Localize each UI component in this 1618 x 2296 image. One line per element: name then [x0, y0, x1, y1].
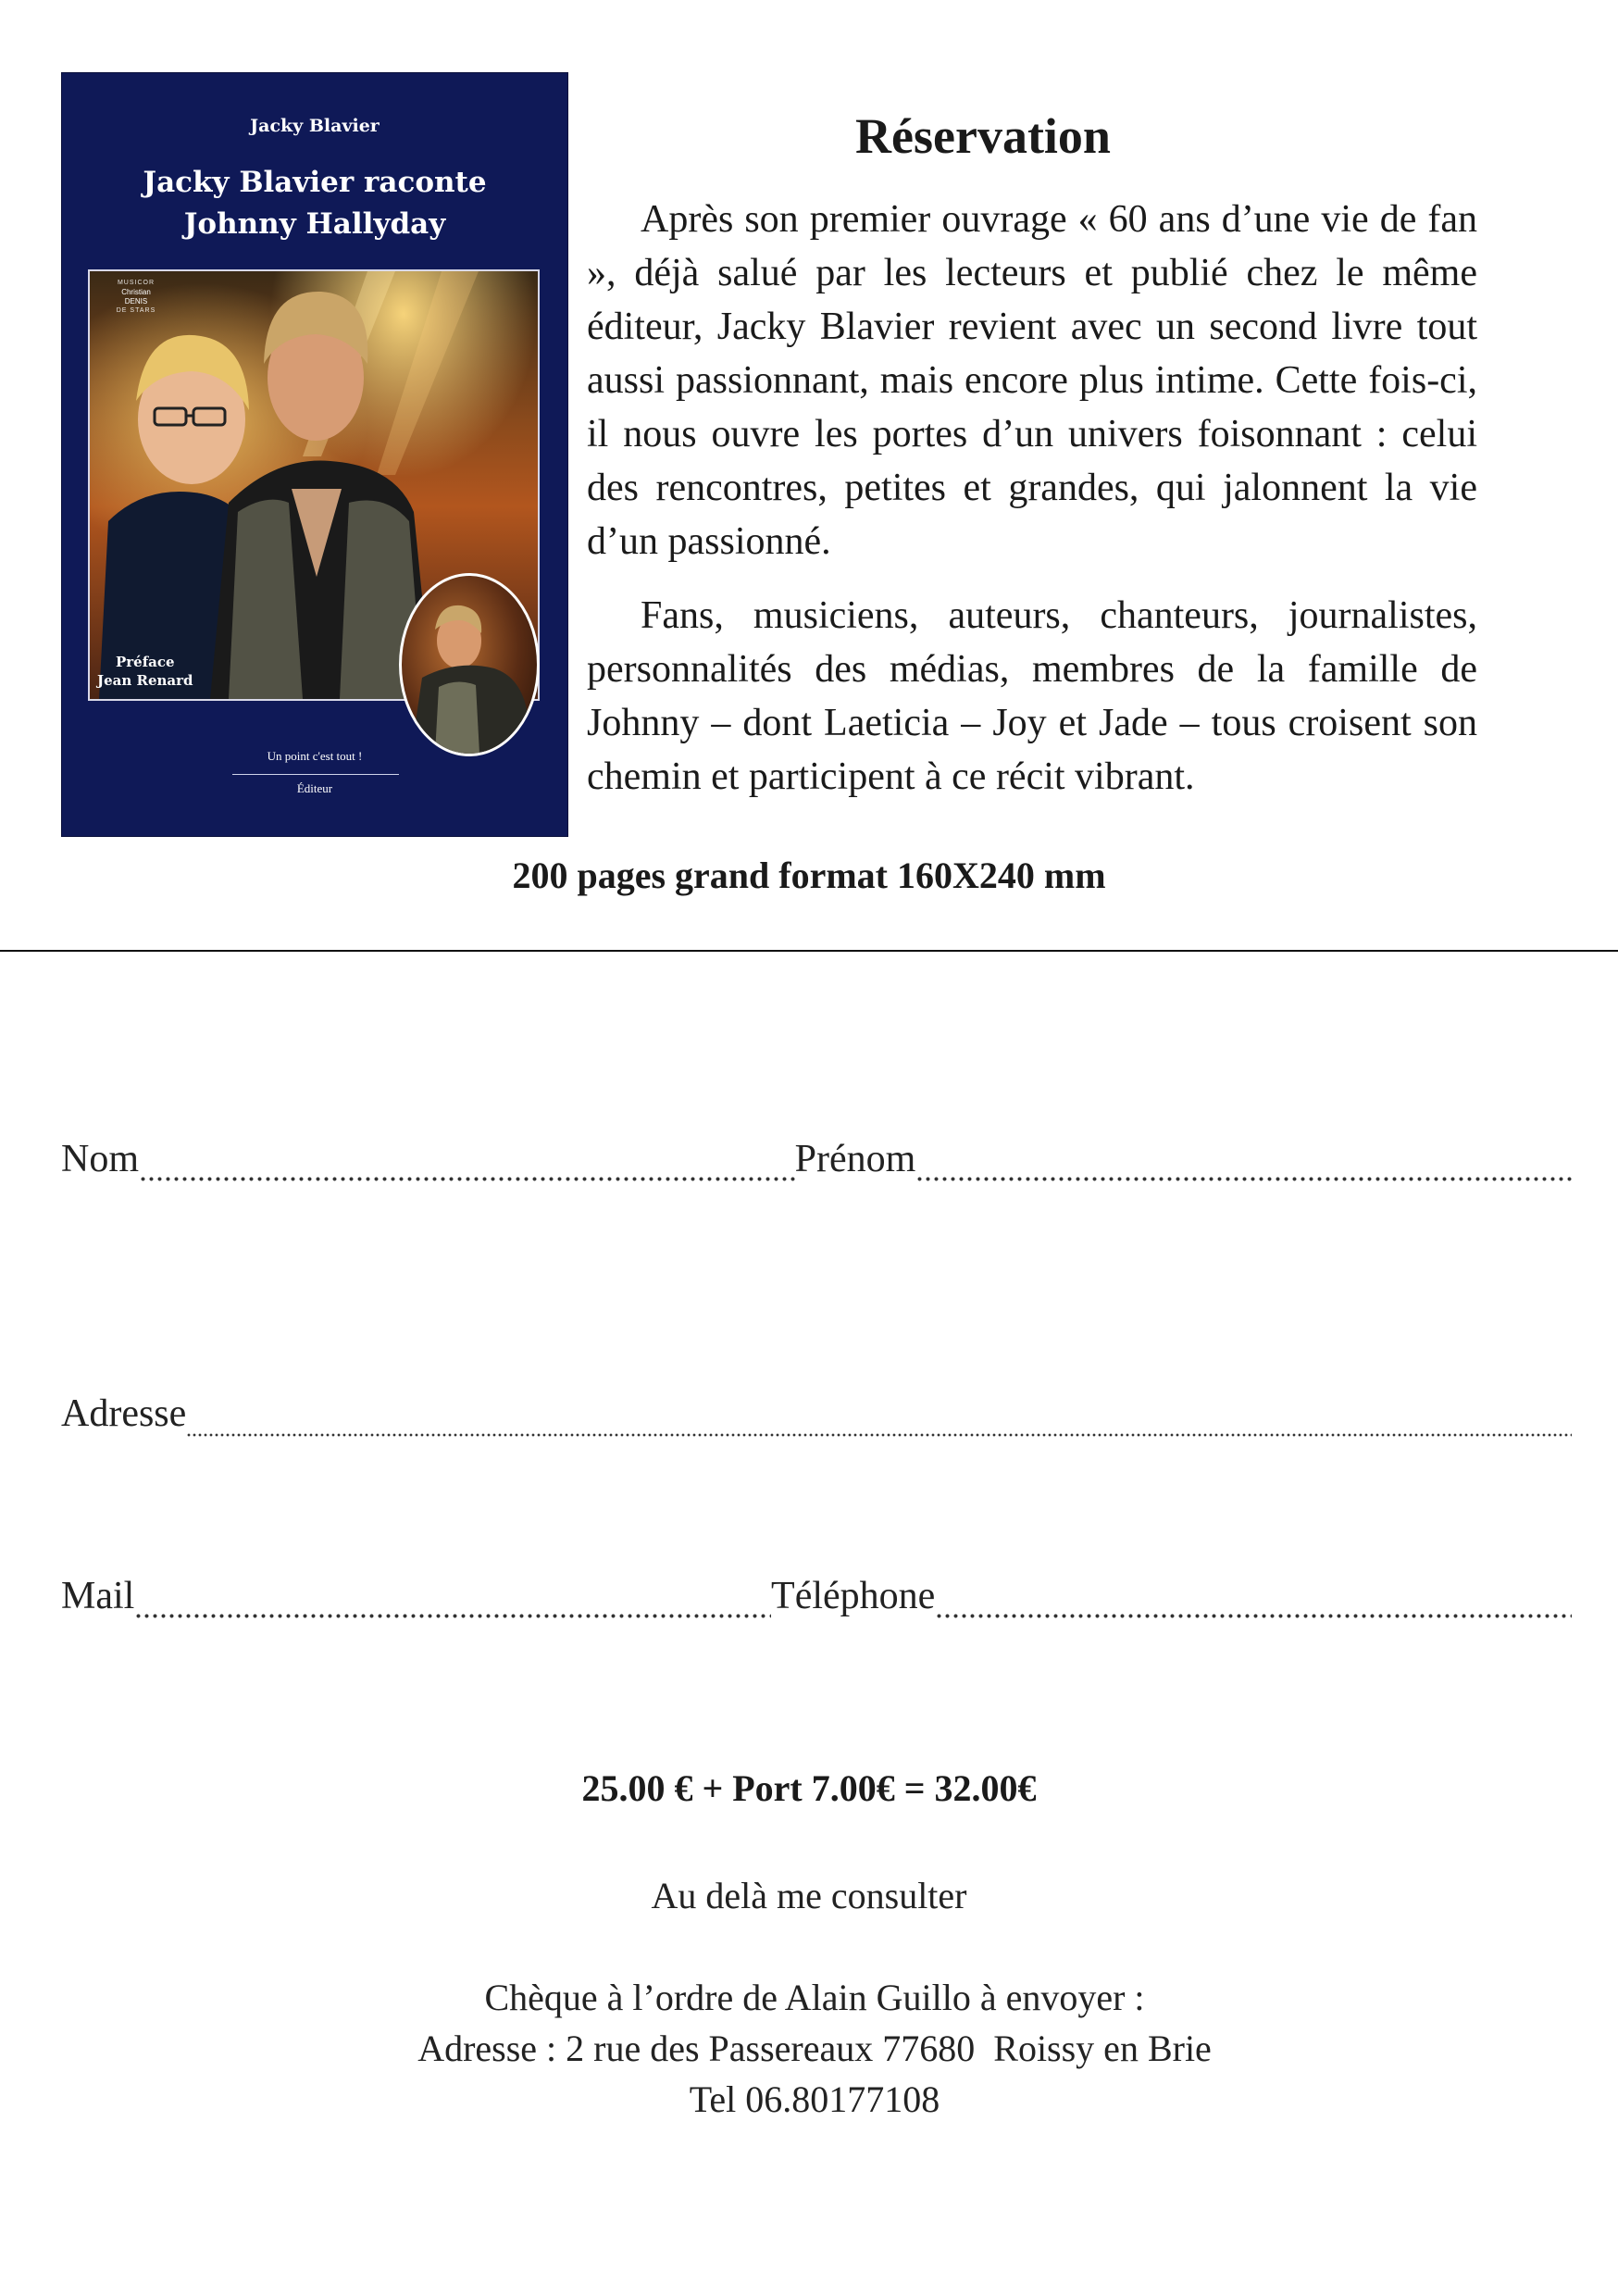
- prenom-label: Prénom: [794, 1138, 916, 1180]
- mail-label: Mail: [61, 1575, 135, 1617]
- cover-stamp: [97, 279, 175, 338]
- stamp-top-text: MUSICOR: [117, 280, 156, 286]
- address-row: [61, 1391, 1572, 1447]
- cover-title-line-1: Jacky Blavier raconte: [143, 166, 487, 199]
- description-paragraph-1: Après son premier ouvrage « 60 ans d’une vie de fan », déjà salué par les lecteurs et publié chez le même éditeur, Jacky Blavier revient avec un second livre tout aussi passionnant, mais encore plus intime. Cette fois-ci, il nous ouvre les portes d’un univers foisonnant : celui des rencontres, petites et grandes, qui jalonnent la vie d’un passionné.: [587, 198, 1477, 563]
- telephone-field[interactable]: [935, 1609, 1572, 1620]
- cover-preface-line-1: Préface: [115, 654, 175, 670]
- cover-divider: [232, 774, 399, 775]
- nom-label: Nom: [61, 1138, 139, 1180]
- reservation-title: Réservation: [855, 108, 1111, 164]
- cover-preface: [97, 653, 193, 690]
- adresse-field[interactable]: [186, 1427, 1572, 1438]
- book-cover: [61, 72, 568, 837]
- name-row: [61, 1137, 1572, 1192]
- cover-title: [62, 162, 567, 245]
- telephone-label: Téléphone: [771, 1575, 936, 1617]
- adresse-label: Adresse: [61, 1392, 187, 1435]
- description-paragraph-2: Fans, musiciens, auteurs, chanteurs, journalistes, personnalités des médias, membres de la famille de Johnny – dont Laeticia – Joy et Jade – tous croisent son chemin et participent à ce récit vibrant.: [587, 594, 1477, 798]
- medallion-illustration: [402, 576, 537, 754]
- cover-medallion-photo: [399, 573, 540, 756]
- mail-field[interactable]: [134, 1609, 771, 1620]
- contact-row: [61, 1574, 1572, 1629]
- cover-publisher: Éditeur: [296, 781, 333, 795]
- postal-address: Adresse : 2 rue des Passereaux 77680 Roissy en Brie: [417, 2028, 1212, 2069]
- prenom-field[interactable]: [915, 1172, 1572, 1183]
- description: [587, 193, 1477, 824]
- stamp-bottom-text: DE STARS: [116, 307, 156, 314]
- price-line: 25.00 € + Port 7.00€ = 32.00€: [581, 1767, 1037, 1809]
- cut-line-divider: [0, 950, 1618, 952]
- cover-author: Jacky Blavier: [250, 116, 380, 136]
- book-format: 200 pages grand format 160X240 mm: [512, 855, 1106, 896]
- consult-line: Au delà me consulter: [651, 1875, 967, 1916]
- stamp-name-2: DENIS: [124, 297, 148, 306]
- cheque-line: Chèque à l’ordre de Alain Guillo à envoyer :: [484, 1977, 1145, 2018]
- cover-title-line-2: Johnny Hallyday: [183, 207, 446, 241]
- payment-contact: [0, 1972, 1618, 2125]
- stamp-name-1: Christian: [121, 288, 151, 296]
- cover-tagline: Un point c'est tout !: [267, 749, 363, 763]
- cover-preface-line-2: Jean Renard: [97, 672, 193, 689]
- nom-field[interactable]: [139, 1172, 795, 1183]
- phone-number: Tel 06.80177108: [689, 2078, 940, 2120]
